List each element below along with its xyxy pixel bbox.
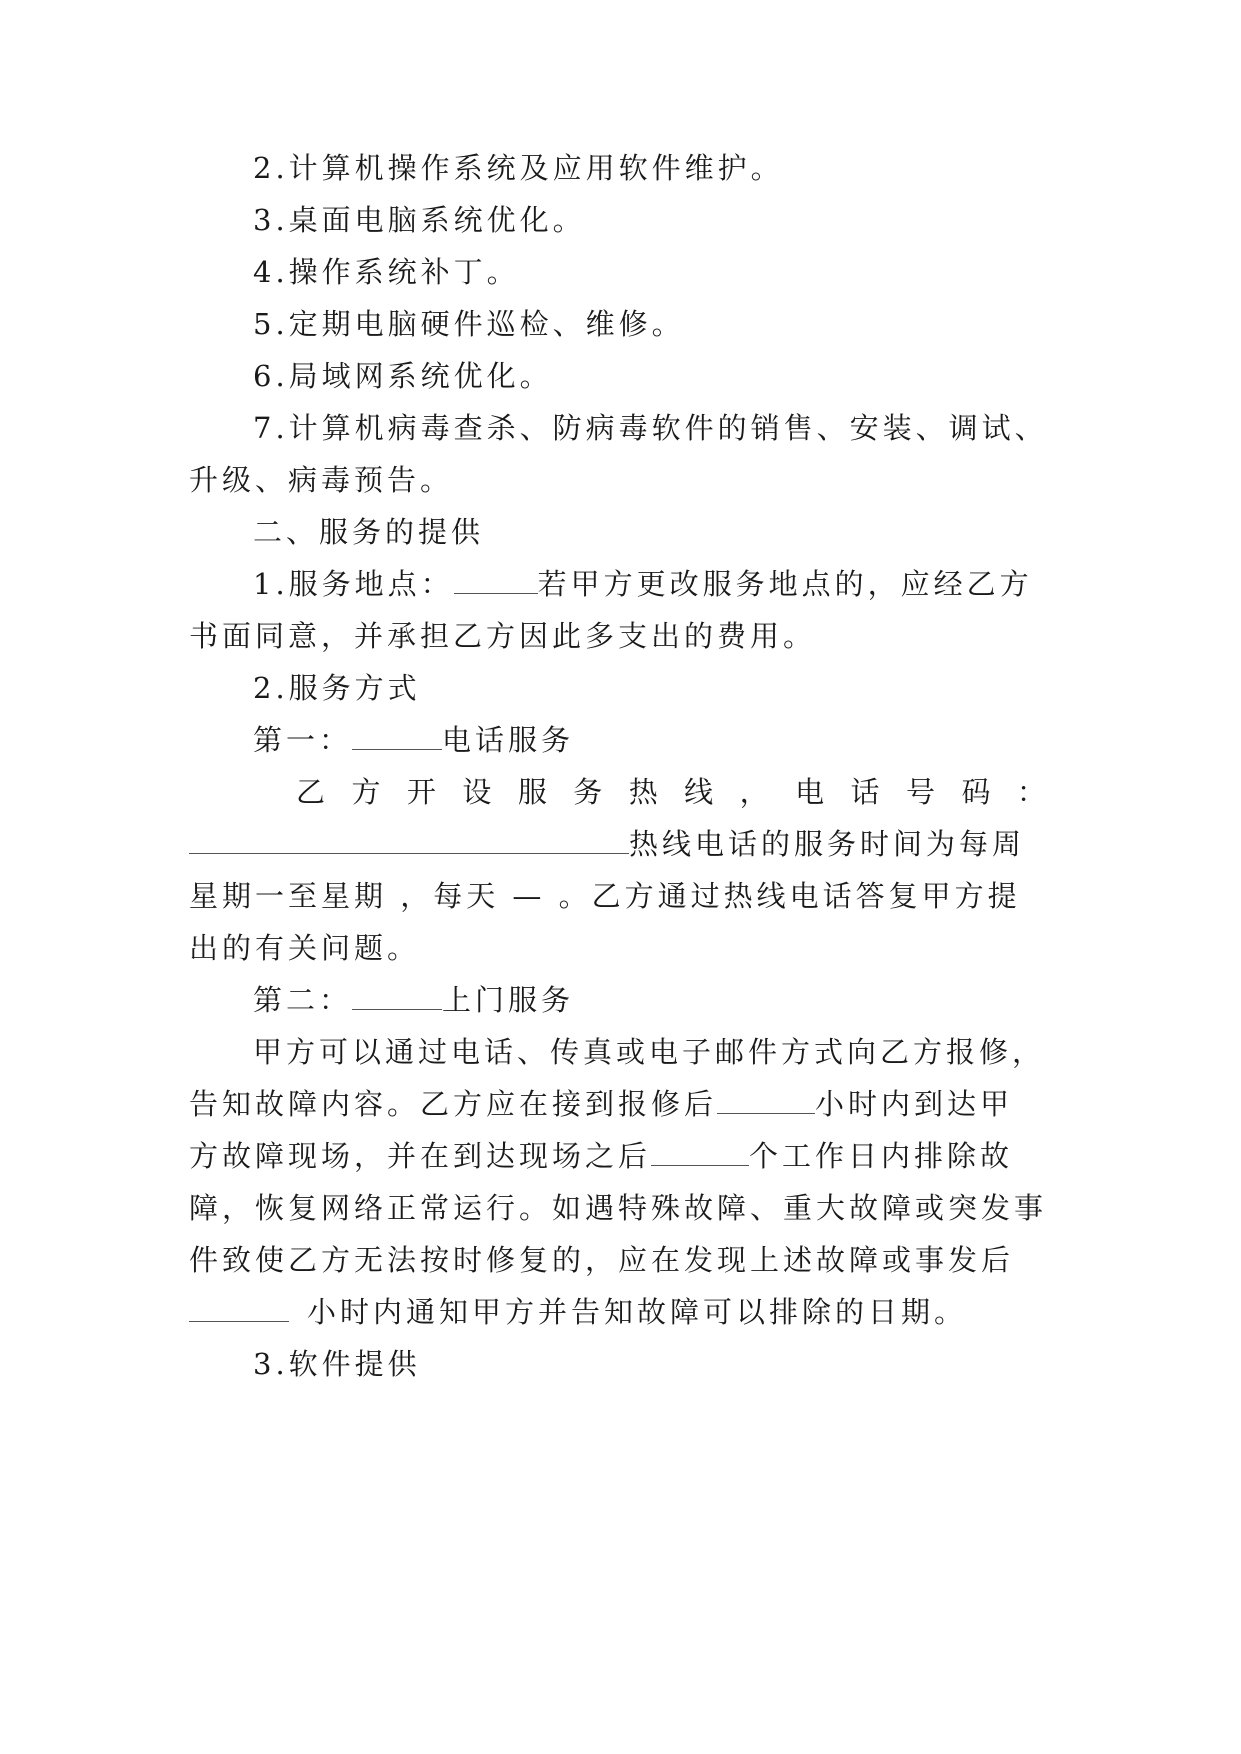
list-item-4: 4.操作系统补丁。 (253, 255, 520, 289)
phone-service-blank (352, 725, 442, 750)
list-item-5: 5.定期电脑硬件巡检、维修。 (253, 307, 685, 341)
onsite-service-line (253, 982, 574, 1018)
onsite-service-label: 第二： (253, 983, 353, 1017)
hotline-char: 服 (517, 775, 547, 809)
service-location-text: 若甲方更改服务地点的，应经乙方 (537, 567, 1033, 601)
onsite-repair-text: 方故障现场，并在到达现场之后 (189, 1139, 652, 1173)
hotline-char: 码 (961, 775, 991, 809)
hotline-char: 话 (850, 775, 880, 809)
hotline-char: ， (739, 775, 769, 809)
software-provision-heading: 3.软件提供 (253, 1347, 421, 1381)
hotline-line (296, 774, 1046, 810)
list-item-6: 6.局域网系统优化。 (253, 359, 553, 393)
onsite-service-blank (352, 985, 442, 1010)
list-item-2: 2.计算机操作系统及应用软件维护。 (253, 151, 784, 185)
onsite-paragraph-line-1: 甲方可以通过电话、传真或电子邮件方式向乙方报修， (253, 1035, 1046, 1069)
phone-service-line (253, 722, 574, 758)
onsite-service-text: 上门服务 (442, 983, 575, 1017)
section-heading-service-provision: 二、服务的提供 (253, 515, 485, 549)
list-item-7: 7.计算机病毒查杀、防病毒软件的销售、安装、调试、 (253, 411, 1048, 445)
arrival-hours-blank (717, 1089, 815, 1114)
service-location-label: 1.服务地点： (253, 567, 454, 601)
onsite-arrival-text-end: 小时内到达甲 (815, 1087, 1014, 1121)
onsite-paragraph-line-2 (189, 1086, 1013, 1122)
phone-service-label: 第一： (253, 723, 353, 757)
phone-service-text: 电话服务 (442, 723, 575, 757)
hotline-number-blank (189, 829, 629, 854)
service-method-heading: 2.服务方式 (253, 671, 421, 705)
onsite-repair-text-end: 个工作日内排除故 (749, 1139, 1014, 1173)
hotline-char: 热 (628, 775, 658, 809)
onsite-paragraph-line-5: 件致使乙方无法按时修复的，应在发现上述故障或事发后 (189, 1243, 1015, 1277)
onsite-arrival-text: 告知故障内容。乙方应在接到报修后 (189, 1087, 718, 1121)
hotline-char: 开 (406, 775, 436, 809)
hotline-hours-text: 热线电话的服务时间为每周 (629, 827, 1026, 861)
repair-days-blank (651, 1141, 749, 1166)
list-item-7-continued: 升级、病毒预告。 (189, 463, 454, 497)
hotline-hours-line: 星期一至星期 ，每天 — 。乙方通过热线电话答复甲方提 (189, 879, 1021, 913)
hotline-char: 方 (351, 775, 381, 809)
service-location-blank (454, 569, 538, 594)
hotline-char: 电 (795, 775, 825, 809)
hotline-char: 号 (905, 775, 935, 809)
hotline-char: ： (1016, 775, 1046, 809)
onsite-paragraph-line-6 (189, 1294, 967, 1330)
hotline-char: 乙 (296, 775, 326, 809)
onsite-paragraph-line-3 (189, 1138, 1013, 1174)
hotline-char: 设 (462, 775, 492, 809)
list-item-3: 3.桌面电脑系统优化。 (253, 203, 586, 237)
notify-hours-blank (189, 1297, 289, 1322)
hotline-number-line (189, 826, 1025, 862)
service-location-line (253, 566, 1033, 602)
hotline-hours-continued: 出的有关问题。 (189, 931, 421, 965)
notify-text: 小时内通知甲方并告知故障可以排除的日期。 (307, 1295, 968, 1329)
onsite-paragraph-line-4: 障，恢复网络正常运行。如遇特殊故障、重大故障或突发事 (189, 1191, 1048, 1225)
service-location-continued: 书面同意，并承担乙方因此多支出的费用。 (189, 619, 817, 653)
hotline-char: 务 (573, 775, 603, 809)
hotline-char: 线 (684, 775, 714, 809)
